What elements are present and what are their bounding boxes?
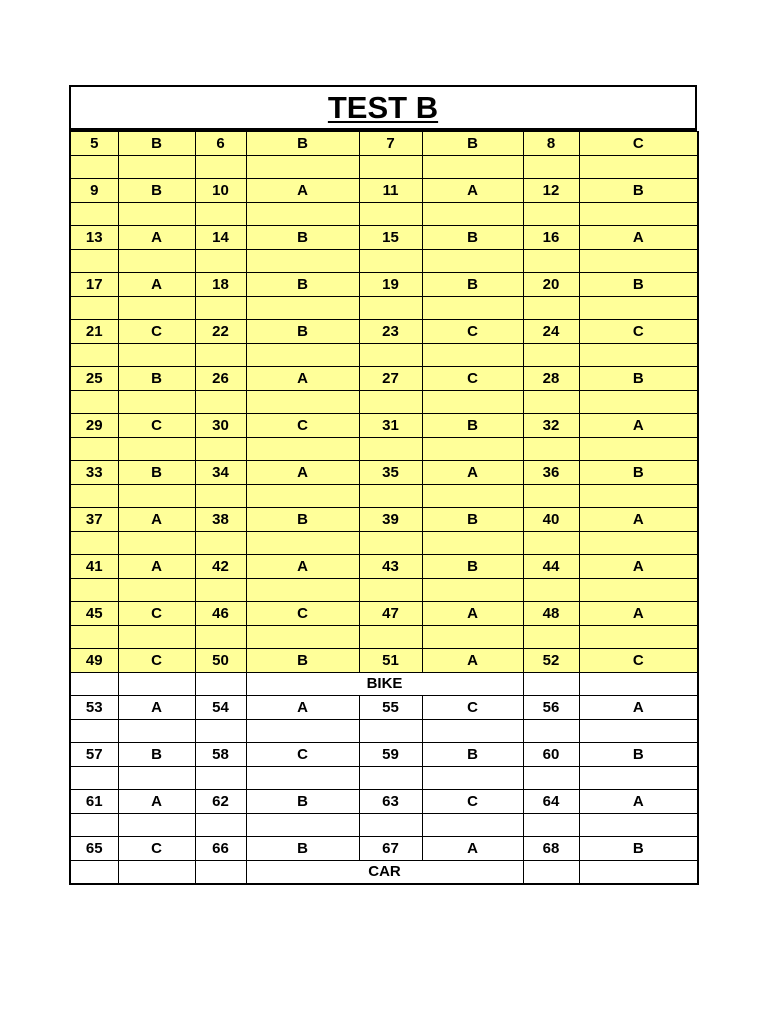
empty-cell [422,343,523,367]
empty-cell [70,719,118,743]
empty-cell [70,672,118,696]
empty-cell [359,531,422,555]
question-number: 18 [195,273,246,297]
question-number: 38 [195,508,246,532]
question-number: 64 [523,790,579,814]
empty-cell [422,813,523,837]
question-number: 26 [195,367,246,391]
answer-letter: A [579,790,698,814]
answer-letter: A [422,837,523,861]
answer-letter: A [246,696,359,720]
question-number: 16 [523,226,579,250]
empty-cell [579,531,698,555]
answer-letter: B [579,461,698,485]
answer-letter: C [118,602,195,626]
empty-cell [523,719,579,743]
spacer-row [70,249,698,273]
answer-row [70,273,698,297]
spacer-row [70,437,698,461]
answer-letter: B [118,461,195,485]
empty-cell [70,155,118,179]
empty-cell [523,766,579,790]
question-number: 7 [359,132,422,156]
answer-letter: B [246,132,359,156]
answer-letter: B [579,273,698,297]
question-number: 66 [195,837,246,861]
answer-letter: B [246,508,359,532]
empty-cell [359,155,422,179]
empty-cell [523,155,579,179]
answer-letter: B [579,367,698,391]
answer-letter: A [246,461,359,485]
empty-cell [195,719,246,743]
answer-row [70,461,698,485]
empty-cell [579,813,698,837]
answer-letter: C [246,414,359,438]
answer-row [70,790,698,814]
answer-letter: C [118,320,195,344]
answer-letter: B [579,179,698,203]
answer-letter: B [246,226,359,250]
answer-letter: A [118,273,195,297]
empty-cell [523,249,579,273]
empty-cell [579,860,698,884]
answer-sheet [69,85,697,885]
empty-cell [70,202,118,226]
empty-cell [523,578,579,602]
empty-cell [118,719,195,743]
empty-cell [359,719,422,743]
page-title: TEST B [327,89,439,125]
empty-cell [118,484,195,508]
question-number: 60 [523,743,579,767]
empty-cell [246,155,359,179]
answer-letter: B [118,132,195,156]
answer-row [70,132,698,156]
question-number: 45 [70,602,118,626]
question-number: 58 [195,743,246,767]
empty-cell [579,766,698,790]
empty-cell [118,390,195,414]
empty-cell [246,296,359,320]
spacer-row [70,390,698,414]
empty-cell [246,437,359,461]
spacer-row [70,813,698,837]
answer-letter: B [118,743,195,767]
spacer-row [70,766,698,790]
answer-letter: B [246,649,359,673]
answer-letter: B [118,367,195,391]
question-number: 40 [523,508,579,532]
answer-letter: C [579,132,698,156]
question-number: 6 [195,132,246,156]
question-number: 20 [523,273,579,297]
empty-cell [70,484,118,508]
answer-letter: A [246,367,359,391]
answer-table [69,131,699,885]
empty-cell [359,484,422,508]
empty-cell [70,343,118,367]
empty-cell [579,249,698,273]
question-number: 41 [70,555,118,579]
empty-cell [579,202,698,226]
question-number: 17 [70,273,118,297]
empty-cell [523,343,579,367]
answer-row [70,414,698,438]
answer-letter: C [422,367,523,391]
empty-cell [523,813,579,837]
spacer-row [70,578,698,602]
empty-cell [118,578,195,602]
question-number: 21 [70,320,118,344]
empty-cell [523,860,579,884]
answer-letter: B [246,837,359,861]
empty-cell [195,813,246,837]
empty-cell [422,296,523,320]
empty-cell [195,296,246,320]
question-number: 30 [195,414,246,438]
section-label: CAR [246,860,523,884]
answer-letter: A [422,179,523,203]
empty-cell [195,766,246,790]
question-number: 29 [70,414,118,438]
answer-letter: A [118,696,195,720]
empty-cell [359,437,422,461]
empty-cell [523,484,579,508]
answer-row [70,696,698,720]
empty-cell [70,578,118,602]
empty-cell [359,813,422,837]
question-number: 10 [195,179,246,203]
answer-row [70,837,698,861]
empty-cell [246,390,359,414]
answer-letter: A [579,414,698,438]
answer-row [70,226,698,250]
question-number: 62 [195,790,246,814]
empty-cell [359,202,422,226]
spacer-row [70,625,698,649]
empty-cell [195,343,246,367]
empty-cell [70,766,118,790]
question-number: 46 [195,602,246,626]
question-number: 23 [359,320,422,344]
answer-letter: B [422,508,523,532]
empty-cell [195,202,246,226]
empty-cell [523,390,579,414]
answer-letter: B [422,132,523,156]
answer-letter: B [118,179,195,203]
empty-cell [359,249,422,273]
question-number: 11 [359,179,422,203]
question-number: 35 [359,461,422,485]
empty-cell [523,531,579,555]
question-number: 9 [70,179,118,203]
empty-cell [422,625,523,649]
empty-cell [246,813,359,837]
answer-letter: B [422,414,523,438]
empty-cell [195,155,246,179]
empty-cell [70,813,118,837]
question-number: 27 [359,367,422,391]
empty-cell [422,390,523,414]
section-label-row [70,672,698,696]
question-number: 32 [523,414,579,438]
question-number: 34 [195,461,246,485]
empty-cell [523,296,579,320]
answer-letter: A [118,555,195,579]
question-number: 12 [523,179,579,203]
empty-cell [579,437,698,461]
empty-cell [70,296,118,320]
answer-letter: A [579,508,698,532]
title-box [69,85,697,131]
answer-letter: B [422,226,523,250]
empty-cell [359,625,422,649]
answer-row [70,179,698,203]
question-number: 49 [70,649,118,673]
question-number: 15 [359,226,422,250]
question-number: 8 [523,132,579,156]
spacer-row [70,484,698,508]
spacer-row [70,719,698,743]
empty-cell [579,719,698,743]
spacer-row [70,155,698,179]
question-number: 48 [523,602,579,626]
question-number: 28 [523,367,579,391]
answer-letter: B [579,837,698,861]
empty-cell [359,390,422,414]
empty-cell [422,437,523,461]
section-label: BIKE [246,672,523,696]
answer-letter: A [118,508,195,532]
question-number: 33 [70,461,118,485]
answer-letter: B [422,555,523,579]
empty-cell [118,766,195,790]
empty-cell [70,437,118,461]
spacer-row [70,343,698,367]
empty-cell [579,672,698,696]
empty-cell [422,719,523,743]
empty-cell [422,578,523,602]
question-number: 44 [523,555,579,579]
answer-row [70,508,698,532]
answer-letter: A [246,179,359,203]
empty-cell [195,672,246,696]
empty-cell [422,249,523,273]
empty-cell [70,390,118,414]
empty-cell [70,625,118,649]
empty-cell [118,249,195,273]
empty-cell [70,249,118,273]
empty-cell [523,672,579,696]
empty-cell [195,860,246,884]
empty-cell [246,766,359,790]
empty-cell [118,531,195,555]
question-number: 14 [195,226,246,250]
question-number: 19 [359,273,422,297]
empty-cell [118,155,195,179]
empty-cell [523,437,579,461]
question-number: 43 [359,555,422,579]
question-number: 22 [195,320,246,344]
answer-letter: B [422,273,523,297]
answer-letter: C [579,320,698,344]
empty-cell [422,484,523,508]
question-number: 24 [523,320,579,344]
empty-cell [118,202,195,226]
empty-cell [195,390,246,414]
answer-letter: C [118,414,195,438]
empty-cell [246,719,359,743]
answer-letter: A [118,790,195,814]
empty-cell [118,813,195,837]
empty-cell [195,484,246,508]
answer-letter: C [246,602,359,626]
empty-cell [118,625,195,649]
answer-letter: C [118,837,195,861]
question-number: 52 [523,649,579,673]
empty-cell [579,296,698,320]
answer-letter: B [246,790,359,814]
answer-letter: A [422,602,523,626]
empty-cell [422,155,523,179]
answer-letter: B [246,320,359,344]
empty-cell [579,343,698,367]
empty-cell [118,296,195,320]
empty-cell [422,531,523,555]
spacer-row [70,202,698,226]
answer-letter: A [422,461,523,485]
answer-letter: B [422,743,523,767]
question-number: 65 [70,837,118,861]
answer-letter: B [579,743,698,767]
section-label-row [70,860,698,884]
answer-row [70,320,698,344]
empty-cell [246,202,359,226]
question-number: 51 [359,649,422,673]
answer-letter: A [579,226,698,250]
answer-row [70,555,698,579]
question-number: 37 [70,508,118,532]
empty-cell [246,249,359,273]
question-number: 57 [70,743,118,767]
answer-letter: A [579,602,698,626]
question-number: 5 [70,132,118,156]
empty-cell [422,202,523,226]
empty-cell [359,578,422,602]
answer-letter: A [422,649,523,673]
answer-row [70,743,698,767]
empty-cell [195,578,246,602]
question-number: 59 [359,743,422,767]
empty-cell [422,766,523,790]
empty-cell [359,343,422,367]
question-number: 36 [523,461,579,485]
question-number: 50 [195,649,246,673]
answer-row [70,602,698,626]
empty-cell [246,484,359,508]
empty-cell [70,860,118,884]
empty-cell [70,531,118,555]
empty-cell [195,437,246,461]
answer-letter: C [246,743,359,767]
answer-letter: C [579,649,698,673]
empty-cell [246,531,359,555]
empty-cell [246,343,359,367]
empty-cell [195,625,246,649]
spacer-row [70,296,698,320]
question-number: 53 [70,696,118,720]
answer-row [70,649,698,673]
answer-letter: A [579,696,698,720]
question-number: 47 [359,602,422,626]
answer-letter: C [422,320,523,344]
answer-letter: C [422,790,523,814]
empty-cell [118,437,195,461]
empty-cell [579,155,698,179]
empty-cell [579,390,698,414]
question-number: 54 [195,696,246,720]
empty-cell [523,625,579,649]
empty-cell [118,860,195,884]
answer-letter: A [118,226,195,250]
empty-cell [579,625,698,649]
question-number: 63 [359,790,422,814]
question-number: 68 [523,837,579,861]
empty-cell [523,202,579,226]
empty-cell [579,484,698,508]
question-number: 42 [195,555,246,579]
question-number: 67 [359,837,422,861]
spacer-row [70,531,698,555]
question-number: 13 [70,226,118,250]
empty-cell [195,531,246,555]
empty-cell [195,249,246,273]
question-number: 39 [359,508,422,532]
empty-cell [359,296,422,320]
question-number: 61 [70,790,118,814]
answer-row [70,367,698,391]
empty-cell [246,625,359,649]
question-number: 31 [359,414,422,438]
answer-letter: A [579,555,698,579]
question-number: 56 [523,696,579,720]
answer-letter: A [246,555,359,579]
question-number: 25 [70,367,118,391]
answer-letter: C [422,696,523,720]
answer-letter: C [118,649,195,673]
question-number: 55 [359,696,422,720]
empty-cell [359,766,422,790]
empty-cell [246,578,359,602]
empty-cell [118,672,195,696]
answer-letter: B [246,273,359,297]
empty-cell [118,343,195,367]
empty-cell [579,578,698,602]
